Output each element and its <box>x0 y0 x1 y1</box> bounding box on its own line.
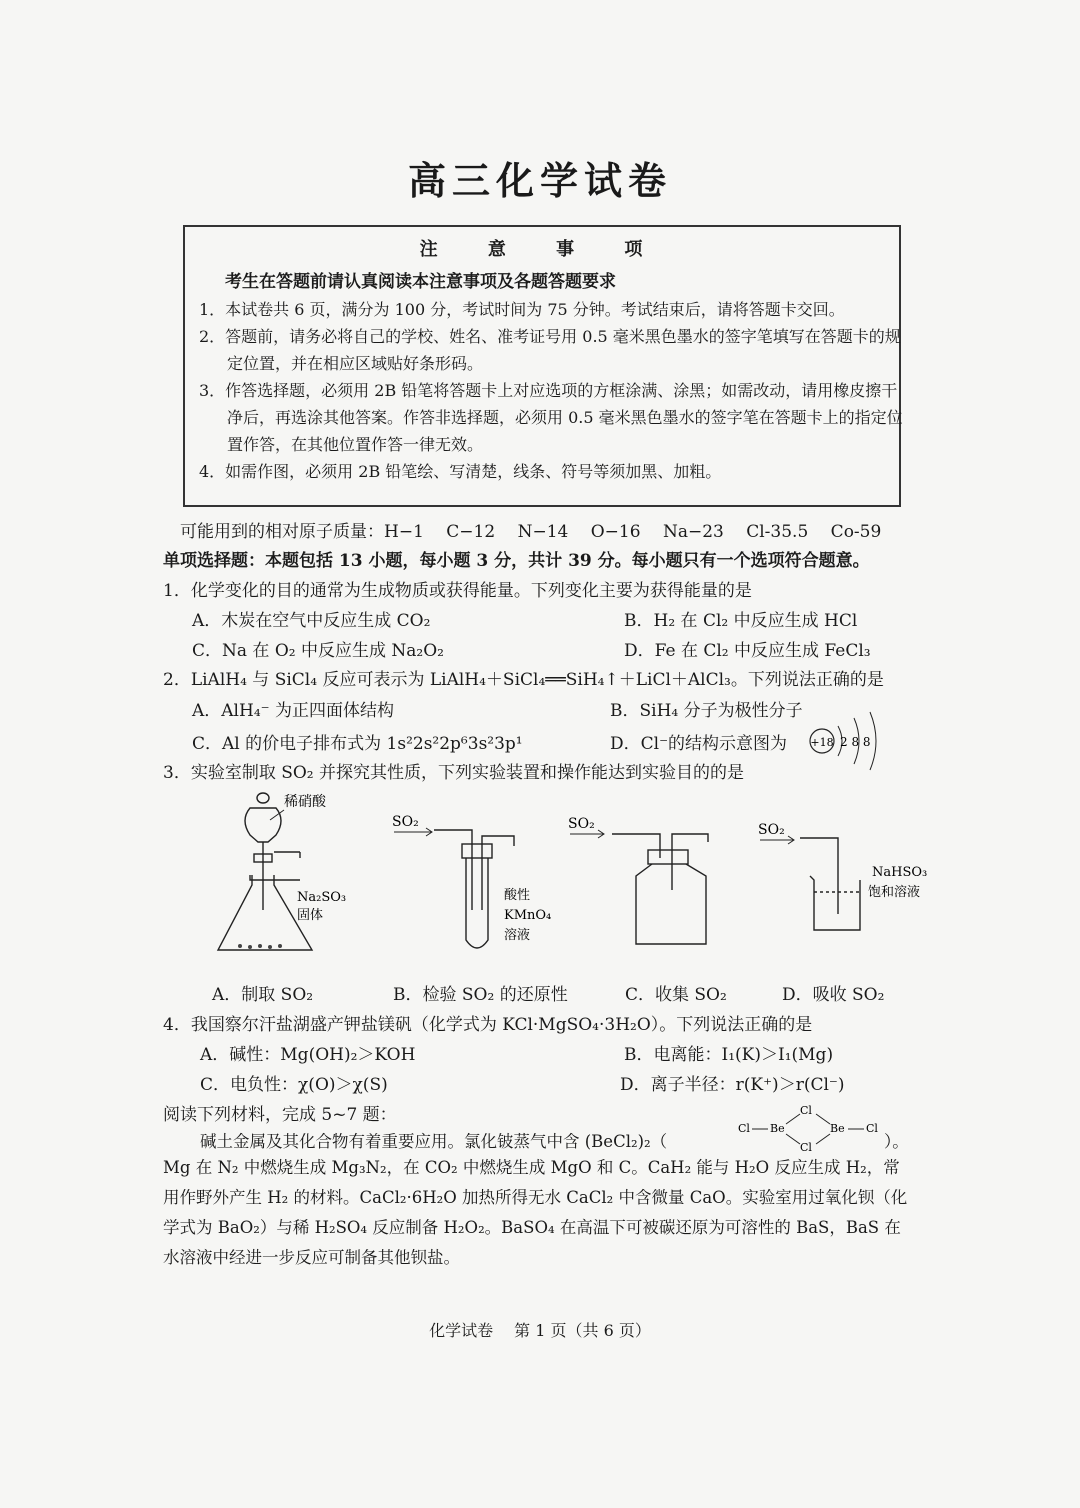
inlet-tube <box>612 834 660 858</box>
test-tube-stopper <box>462 844 492 858</box>
question-3-option-c: C．收集 SO₂ <box>625 985 727 1005</box>
question-2-option-a: A．AlH₄⁻ 为正四面体结构 <box>192 701 395 721</box>
struct-be: Be <box>770 1122 785 1135</box>
notice-subheading: 考生在答题前请认真阅读本注意事项及各题答题要求 <box>225 272 616 292</box>
label-so2-c: SO₂ <box>568 816 595 832</box>
nucleus-charge: +18 <box>810 736 834 749</box>
question-2-stem: 2．LiAlH₄ 与 SiCl₄ 反应可表示为 LiAlH₄＋SiCl₄══SiH₄↑＋LiCl＋AlCl₃。下列说法正确的是 <box>163 670 884 690</box>
page-title: 高三化学试卷 <box>407 158 672 203</box>
notice-box <box>183 225 901 507</box>
question-1-option-d: D．Fe 在 Cl₂ 中反应生成 FeCl₃ <box>624 641 871 661</box>
reading-line-1-end: ）。 <box>884 1132 909 1151</box>
reading-line-1: 碱土金属及其化合物有着重要应用。氯化铍蒸气中含 (BeCl₂)₂（ <box>200 1132 668 1151</box>
label-solid: 固体 <box>297 908 324 923</box>
question-2-option-c: C．Al 的价电子排布式为 1s²2s²2p⁶3s²3p¹ <box>192 734 523 754</box>
question-4-option-a: A．碱性：Mg(OH)₂＞KOH <box>200 1045 416 1065</box>
test-tube <box>466 858 488 948</box>
question-4-option-c: C．电负性：χ(O)＞χ(S) <box>200 1075 388 1095</box>
apparatus-c-bottle <box>612 834 708 944</box>
bond <box>786 1134 800 1144</box>
notice-item: 3．作答选择题，必须用 2B 铅笔将答题卡上对应选项的方框涂满、涂黑；如需改动，请用橡皮擦干净后，再选涂其他答案。作答非选择题，必须用 0.5 毫米黑色墨水的签字笔在答题卡上的指定位置作答，在其他位置作答一律无效。 <box>199 381 903 454</box>
reading-intro: 阅读下列材料，完成 5~7 题： <box>163 1105 397 1125</box>
label-pointer <box>270 810 284 820</box>
question-1-stem: 1．化学变化的目的通常为生成物质或获得能量。下列变化主要为获得能量的是 <box>163 581 752 601</box>
apparatus-d-beaker <box>800 838 860 930</box>
question-4-stem: 4．我国察尔汗盐湖盛产钾盐镁矾（化学式为 KCl·MgSO₄·3H₂O）。下列说法正确的是 <box>163 1015 813 1035</box>
label-kmno4: KMnO₄ <box>504 908 552 923</box>
electron-shell-arc <box>870 712 876 770</box>
gas-bottle <box>636 864 706 944</box>
notice-item: 2．答题前，请务必将自己的学校、姓名、准考证号用 0.5 毫米黑色墨水的签字笔填写在答题卡的规定位置，并在相应区域贴好条形码。 <box>199 327 901 373</box>
dropping-funnel <box>245 808 281 842</box>
question-1-option-c: C．Na 在 O₂ 中反应生成 Na₂O₂ <box>192 641 444 661</box>
struct-be: Be <box>830 1122 845 1135</box>
question-3-stem: 3．实验室制取 SO₂ 并探究其性质，下列实验装置和操作能达到实验目的的是 <box>163 763 745 783</box>
question-3-option-d: D．吸收 SO₂ <box>782 985 885 1005</box>
notice-heading: 注 意 事 项 <box>419 239 665 260</box>
cl-ion-structure-diagram <box>808 708 888 774</box>
struct-cl: Cl <box>866 1122 878 1135</box>
apparatus-figure <box>200 780 960 975</box>
label-dilute-nitric-acid: 稀硝酸 <box>284 794 326 810</box>
bottle-stopper <box>648 850 688 864</box>
question-1-option-a: A．木炭在空气中反应生成 CO₂ <box>192 611 431 631</box>
becl2-dimer-structure <box>736 1104 886 1154</box>
label-solution: 溶液 <box>504 928 531 943</box>
apparatus-b-test-tube <box>434 830 514 948</box>
struct-cl: Cl <box>800 1104 812 1117</box>
electron-shell-counts: 2 8 8 <box>840 735 871 749</box>
question-3-option-a: A．制取 SO₂ <box>212 985 314 1005</box>
atomic-masses: 可能用到的相对原子质量：H−1 C−12 N−14 O−16 Na−23 Cl-35.5 Co-59 <box>180 522 882 542</box>
question-3-option-b: B．检验 SO₂ 的还原性 <box>393 985 568 1005</box>
label-saturated-solution: 饱和溶液 <box>868 885 921 900</box>
funnel-stopper <box>257 793 269 803</box>
question-4-option-d: D．离子半径：r(K⁺)＞r(Cl⁻) <box>620 1075 845 1095</box>
question-1-option-b: B．H₂ 在 Cl₂ 中反应生成 HCl <box>624 611 858 631</box>
beaker <box>810 876 860 930</box>
struct-cl: Cl <box>800 1141 812 1154</box>
solid-particles <box>238 944 282 949</box>
reading-paragraph: Mg 在 N₂ 中燃烧生成 Mg₃N₂，在 CO₂ 中燃烧生成 MgO 和 C。CaH₂ 能与 H₂O 反应生成 H₂，常用作野外产生 H₂ 的材料。CaCl₂·6H₂O 加热所得无水 CaCl₂ 中含微量 CaO。实验室用过氧化钡（化学式为 BaO₂）与稀 H₂SO₄ 反应制备 H₂O₂。BaSO₄ 在高温下可被碳还原为可溶性的 BaS，BaS 在水溶液中经进一步反应可制备其他钡盐。 <box>163 1158 908 1267</box>
notice-item: 1．本试卷共 6 页，满分为 100 分，考试时间为 75 分钟。考试结束后，请将答题卡交回。 <box>199 300 845 319</box>
bond <box>816 1114 830 1124</box>
label-so2-b: SO₂ <box>392 814 419 830</box>
question-4-option-b: B．电离能：I₁(K)＞I₁(Mg) <box>624 1045 834 1065</box>
label-so2-d: SO₂ <box>758 822 785 838</box>
question-2-option-d: D．Cl⁻的结构示意图为 <box>610 734 788 754</box>
label-acidic: 酸性 <box>504 888 531 903</box>
notice-item: 4．如需作图，必须用 2B 铅笔绘、写清楚，线条、符号等须加黑、加粗。 <box>199 462 722 481</box>
section-heading: 单项选择题：本题包括 13 小题，每小题 3 分，共计 39 分。每小题只有一个选项符合题意。 <box>163 551 870 571</box>
label-nahso3: NaHSO₃ <box>872 865 928 880</box>
bond <box>816 1134 830 1144</box>
struct-cl: Cl <box>738 1122 750 1135</box>
page-footer: 化学试卷 第 1 页（共 6 页） <box>429 1321 651 1340</box>
bond <box>786 1114 800 1124</box>
label-na2so3: Na₂SO₃ <box>297 890 347 905</box>
side-tube <box>250 875 300 880</box>
outlet-tube <box>672 834 708 890</box>
inlet-tube <box>800 838 838 914</box>
question-2-option-b: B．SiH₄ 分子为极性分子 <box>610 701 803 721</box>
apparatus-a-flask <box>218 793 312 950</box>
